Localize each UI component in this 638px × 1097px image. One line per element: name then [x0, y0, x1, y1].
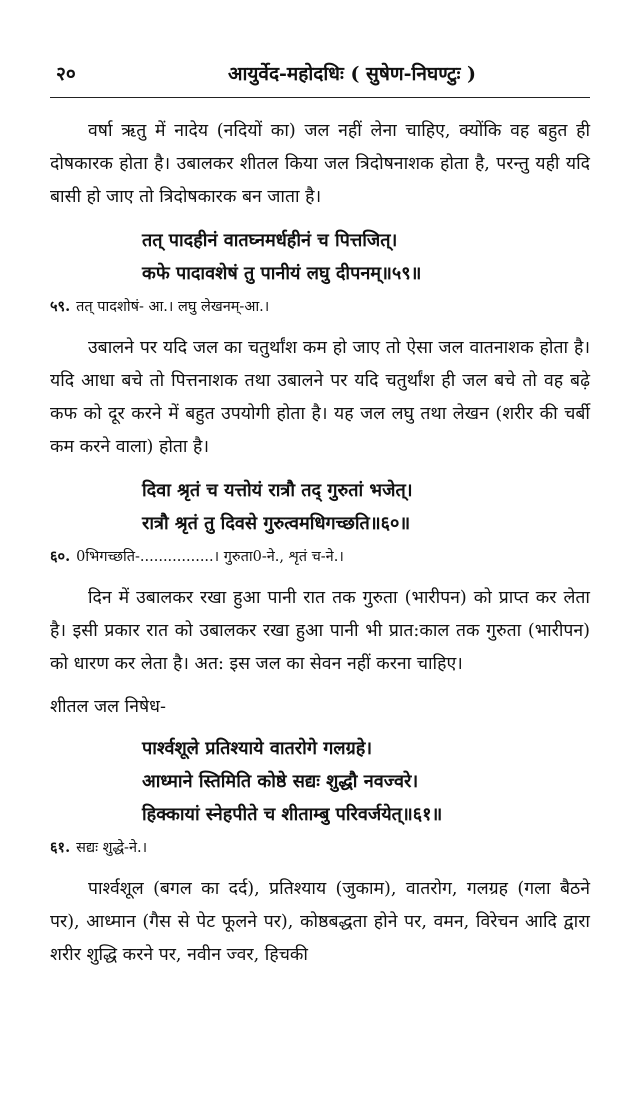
verse-line: पार्श्वशूले प्रतिश्याये वातरोगे गलग्रहे। [142, 738, 373, 759]
footnote-60 [50, 544, 590, 570]
verse-line: रात्रौ श्रृतं तु दिवसे गुरुत्वमधिगच्छति॥६०॥ [142, 513, 411, 534]
verse-61 [50, 732, 590, 831]
footnote-59 [50, 294, 590, 320]
paragraph: पार्श्वशूल (बगल का दर्द), प्रतिश्याय (जुकाम), वातरोग, गलग्रह (गला बैठने पर), आध्मान (गैस से पेट फूलने पर), कोष्ठबद्धता होने पर, वमन, विरेचन आदि द्वारा शरीर शुद्धि करने पर, नवीन ज्वर, हिचकी [50, 879, 590, 965]
verse-line: हिक्कायां स्नेहपीते च शीताम्बु परिवर्जयेत्॥६१॥ [142, 804, 443, 825]
footnote-text: तत् पादशोषं- आ.। लघु लेखनम्-आ.। [76, 299, 270, 315]
section-subheading: शीतल जल निषेध- [50, 697, 166, 717]
running-title: आयुर्वेद-महोदधिः ( सुषेण-निघण्टुः ) [227, 63, 477, 85]
footnote-text: 0भिगच्छति-................। गुरुता0-ने., शृतं च-ने.। [76, 549, 344, 565]
footnote-number: ६१. [50, 839, 71, 856]
footnote-number: ६०. [50, 548, 71, 565]
verse-60 [50, 474, 590, 540]
header-rule [50, 97, 590, 98]
footnote-number: ५९. [50, 298, 71, 315]
verse-line: आध्माने स्तिमिति कोष्ठे सद्यः शुद्धौ नवज्वरे। [142, 771, 419, 792]
verse-line: तत् पादहीनं वातघ्नमर्धहीनं च पित्तजित्। [142, 230, 398, 251]
paragraph: दिन में उबालकर रखा हुआ पानी रात तक गुरुता (भारीपन) को प्राप्त कर लेता है। इसी प्रकार रात को उबालकर रखा हुआ पानी भी प्रात:काल तक गुरुता (भारीपन) को धारण कर लेता है। अत: इस जल का सेवन नहीं करना चाहिए। [50, 588, 590, 674]
page-number: २० [56, 63, 76, 85]
page-header [56, 58, 588, 88]
verse-59 [50, 224, 590, 290]
paragraph: वर्षा ऋतु में नादेय (नदियों का) जल नहीं लेना चाहिए, क्योंकि वह बहुत ही दोषकारक होता है। उबालकर शीतल किया जल त्रिदोषनाशक होता है, परन्तु यही यदि बासी हो जाए तो त्रिदोषकारक बन जाता है। [50, 121, 590, 207]
verse-line: कफे पादावशेषं तु पानीयं लघु दीपनम्॥५९॥ [142, 263, 422, 284]
footnote-61 [50, 835, 590, 861]
verse-line: दिवा श्रृतं च यत्तोयं रात्रौ तद् गुरुतां भजेत्। [142, 480, 413, 501]
page-body [50, 115, 590, 982]
paragraph: उबालने पर यदि जल का चतुर्थांश कम हो जाए तो ऐसा जल वातनाशक होता है। यदि आधा बचे तो पित्तनाशक तथा उबालने पर यदि चतुर्थांश ही जल बचे तो वह बढ़े कफ को दूर करने में बहुत उपयोगी होता है। यह जल लघु तथा लेखन (शरीर की चर्बी कम करने वाला) होता है। [50, 338, 590, 457]
footnote-text: सद्यः शुद्धे-ने.। [76, 840, 148, 856]
